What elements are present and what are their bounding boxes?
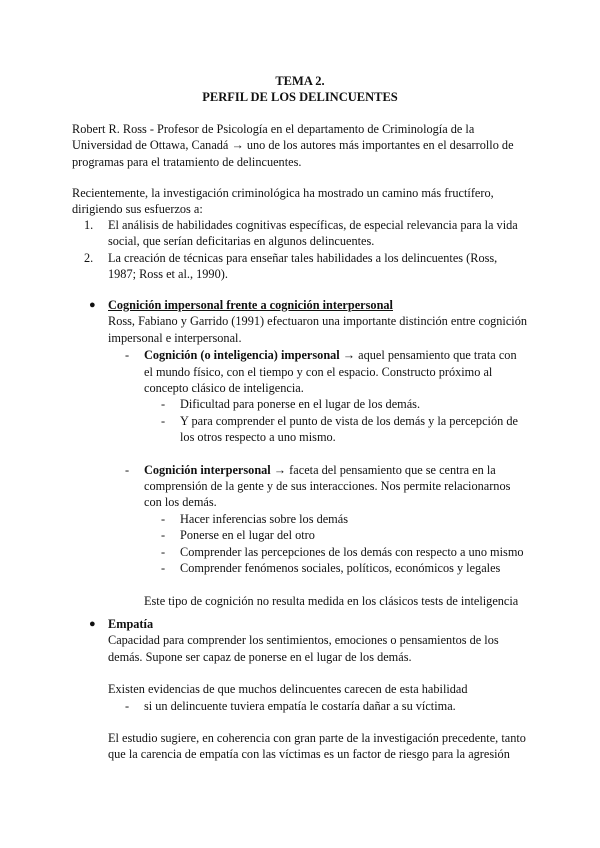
section-cognition [72,297,527,609]
empathy-evidence: Existen evidencias de que muchos delincuentes carecen de esta habilidad [108,682,468,697]
dash-marker: - [125,462,130,477]
intro-paragraph [72,121,527,170]
sub-item [72,527,527,543]
sub-item-text: Ponerse en el lugar del otro [180,528,315,543]
dash-marker: - [125,348,130,363]
sub-item-text: Dificultad para ponerse en el lugar de los demás. [180,397,421,412]
list-item [72,217,527,250]
sub-item-text: Comprender fenómenos sociales, políticos, económicos y legales [180,561,501,576]
term-interpersonal: Cognición interpersonal [144,462,271,477]
dash-marker: - [161,511,166,526]
bullet-icon: ● [89,618,96,630]
dash-marker: - [161,561,166,576]
dash-marker: - [161,397,166,412]
dash-item-impersonal [72,347,527,396]
recent-text: Recientemente, la investigación criminológica ha mostrado un camino más fructífero, dirigiendo sus esfuerzos a: [72,186,494,217]
intro-text: Robert R. Ross - Profesor de Psicología en el departamento de Criminología de la Universidad de Ottawa, Canadá → uno de los autores más importantes en el desarrollo de programas para el tratamiento de delincuentes. [72,122,514,169]
sub-item-text: si un delincuente tuviera empatía le costaría dañar a su víctima. [144,698,456,713]
section-heading-text: Empatía [108,617,154,631]
recent-paragraph [72,185,527,218]
title-line-1: TEMA 2. [275,74,325,88]
dash-marker: - [125,698,130,713]
term-impersonal: Cognición (o inteligencia) impersonal [144,348,340,363]
section-empathy [72,616,527,763]
bullet-icon: ● [89,299,96,311]
list-item-text: La creación de técnicas para enseñar tales habilidades a los delincuentes (Ross, 1987; Ross et al., 1990). [108,250,498,282]
term-description: → faceta del pensamiento que se centra en la comprensión de la gente y de sus interacciones. Nos permite relacionarnos con los demás. [144,462,511,510]
empathy-study: El estudio sugiere, en coherencia con gran parte de la investigación precedente, tanto que la carencia de empatía con las víctimas es un factor de riesgo para la agresión [108,731,526,762]
list-number: 1. [84,218,94,232]
sub-item [72,396,527,412]
term-description: → aquel pensamiento que trata con el mundo físico, con el tiempo y con el espacio. Constructo próximo al concepto clásico de inteligencia. [144,348,517,396]
sub-item [72,413,527,446]
section-note: Este tipo de cognición no resulta medida en los clásicos tests de inteligencia [144,593,519,608]
list-number: 2. [84,250,94,265]
sub-item-text: Y para comprender el punto de vista de los demás y la percepción de los otros respecto a uno mismo. [180,413,518,445]
evidence-sub-item [72,698,527,714]
sub-item-text: Comprender las percepciones de los demás con respecto a uno mismo [180,544,524,559]
section-heading-text: Cognición impersonal frente a cognición interpersonal [108,298,393,312]
sub-item [72,544,527,560]
empathy-definition: Capacidad para comprender los sentimientos, emociones o pensamientos de los demás. Supone ser capaz de ponerse en el lugar de los demás. [108,633,499,664]
numbered-list [72,217,527,283]
sub-item-text: Hacer inferencias sobre los demás [180,511,348,526]
dash-marker: - [161,528,166,543]
title-line-2: PERFIL DE LOS DELINCUENTES [202,90,398,104]
dash-item-interpersonal [72,462,527,511]
section-heading [72,297,527,313]
section-intro: Ross, Fabiano y Garrido (1991) efectuaron una importante distinción entre cognición impersonal e interpersonal. [108,314,528,345]
section-heading [72,616,527,632]
sub-item [72,560,527,576]
dash-marker: - [161,544,166,559]
list-item [72,250,527,283]
sub-item [72,511,527,527]
dash-marker: - [161,413,166,428]
list-item-text: El análisis de habilidades cognitivas específicas, de especial relevancia para la vida social, que serían deficitarias en algunos delincuentes. [108,218,518,249]
